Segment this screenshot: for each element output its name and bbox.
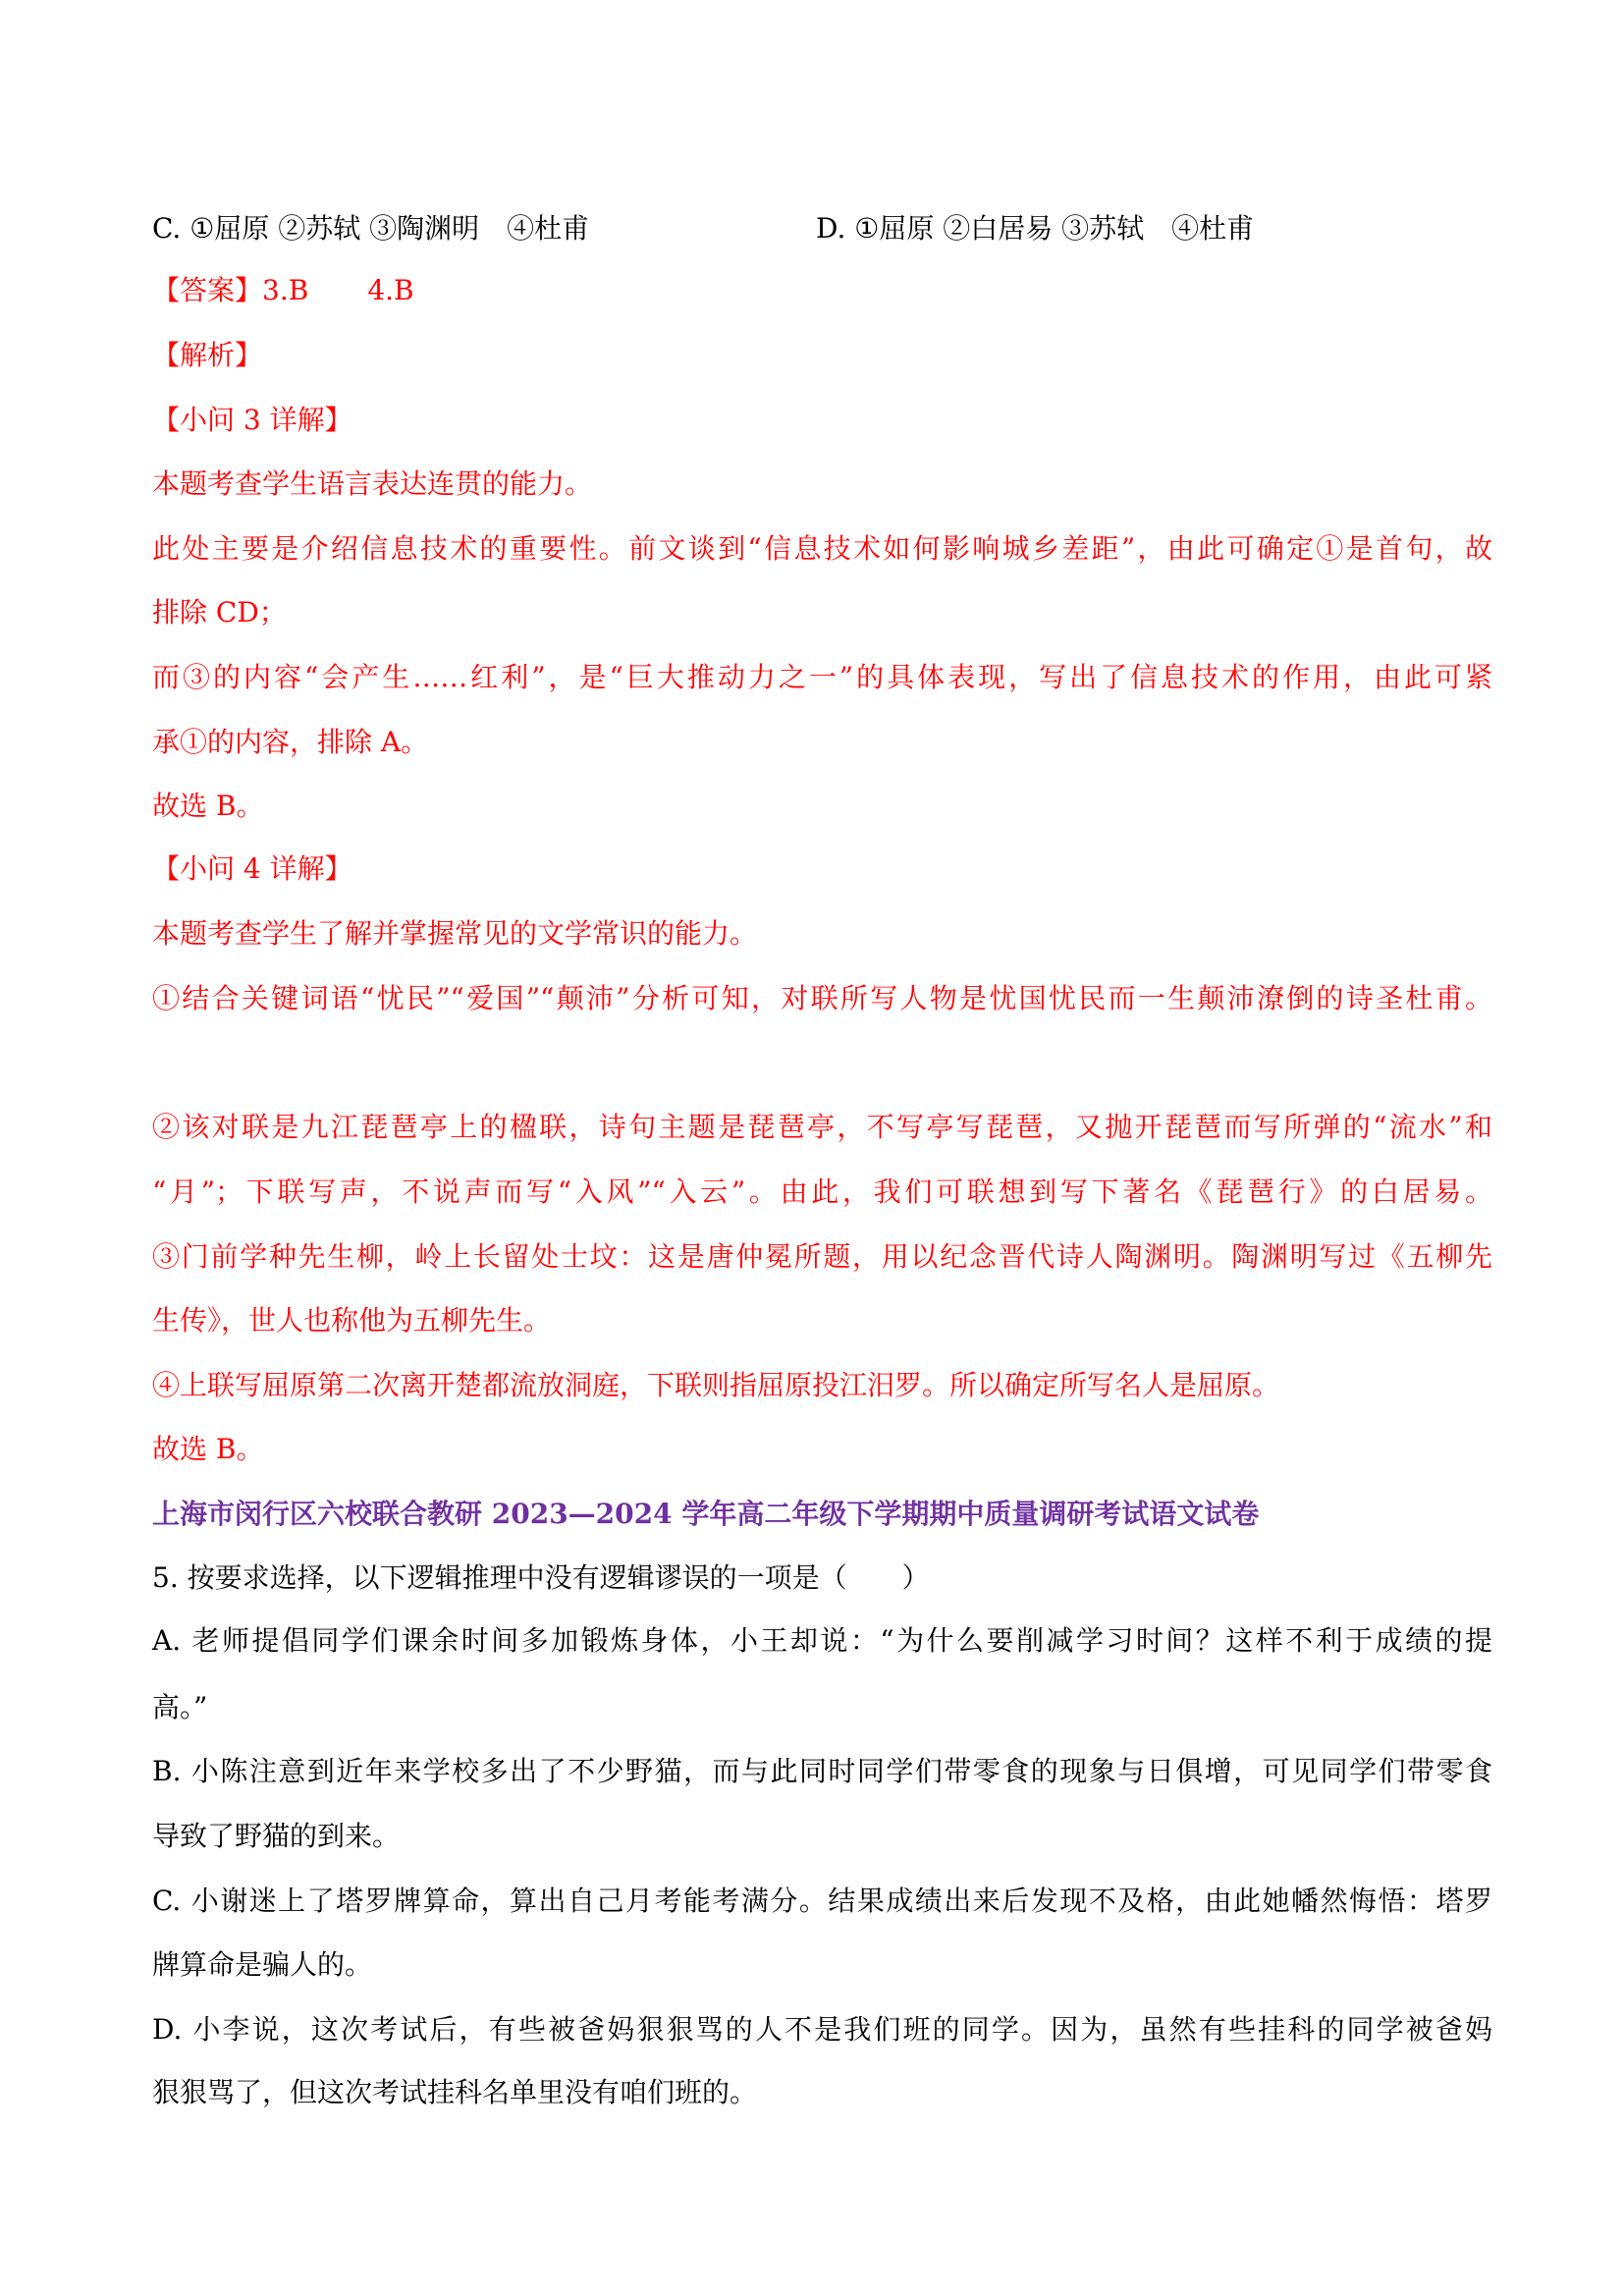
question-5-option-d: 狠狠骂了，但这次考试挂科名单里没有咱们班的。 xyxy=(152,2076,758,2108)
analysis-q4-paragraph: ④上联写屈原第二次离开楚都流放洞庭，下联则指屈原投江汨罗。所以确定所写名人是屈原。 xyxy=(152,1369,1280,1401)
analysis-q3-paragraph: 排除 CD； xyxy=(152,596,287,629)
question-5-option-c: C. 小谢迷上了塔罗牌算命，算出自己月考能考满分。结果成绩出来后发现不及格，由此她幡然悔悟：塔罗 xyxy=(152,1885,1492,1917)
question-5-option-d: D. 小李说，这次考试后，有些被爸妈狠狠骂的人不是我们班的同学。因为，虽然有些挂科的同学被爸妈 xyxy=(152,2013,1492,2046)
question-5-option-a: 高。” xyxy=(152,1691,208,1723)
q4-option-d: D. ①屈原 ②白居易 ③苏轼 ④杜甫 xyxy=(816,212,1255,245)
question-5-option-b: 导致了野猫的到来。 xyxy=(152,1820,401,1852)
analysis-q3-conclusion: 故选 B。 xyxy=(152,790,264,822)
analysis-q3-paragraph: 而③的内容“会产生……红利”，是“巨大推动力之一”的具体表现，写出了信息技术的作用，由此可紧 xyxy=(152,661,1492,693)
answer-label: 【答案】 xyxy=(152,274,263,306)
answer-q3: 3.B xyxy=(262,274,309,306)
analysis-q4-paragraph: ③门前学种先生柳，岭上长留处士坟：这是唐仲冕所题，用以纪念晋代诗人陶渊明。陶渊明写过《五柳先 xyxy=(152,1240,1492,1273)
q4-option-c: C. ①屈原 ②苏轼 ③陶渊明 ④杜甫 xyxy=(152,212,590,245)
subquestion-4-heading: 【小问 4 详解】 xyxy=(152,852,352,885)
analysis-q4-paragraph: 生传》，世人也称他为五柳先生。 xyxy=(152,1304,552,1337)
analysis-q4-paragraph: “月”；下联写声，不说声而写“入风”“入云”。由此，我们可联想到写下著名《琵琶行》的白居易。 xyxy=(152,1175,1492,1208)
analysis-q4-paragraph: 本题考查学生了解并掌握常见的文学常识的能力。 xyxy=(152,917,758,950)
analysis-q3-paragraph: 承①的内容，排除 A。 xyxy=(152,726,429,758)
analysis-q4-conclusion: 故选 B。 xyxy=(152,1433,264,1465)
question-source-title: 上海市闵行区六校联合教研 2023—2024 学年高二年级下学期期中质量调研考试语文试卷 xyxy=(152,1498,1260,1530)
answer-line xyxy=(152,271,414,310)
question-5-option-b: B. 小陈注意到近年来学校多出了不少野猫，而与此同时同学们带零食的现象与日俱增，可见同学们带零食 xyxy=(152,1755,1492,1787)
analysis-q4-paragraph: ①结合关键词语“忧民”“爱国”“颠沛”分析可知，对联所写人物是忧国忧民而一生颠沛潦倒的诗圣杜甫。 xyxy=(152,982,1492,1014)
question-5-option-a: A. 老师提倡同学们课余时间多加锻炼身体，小王却说：“为什么要削减学习时间？这样不利于成绩的提 xyxy=(152,1624,1492,1657)
answer-q4: 4.B xyxy=(367,274,414,306)
question-5-stem: 5. 按要求选择，以下逻辑推理中没有逻辑谬误的一项是（ ） xyxy=(152,1561,930,1594)
analysis-q4-paragraph: ②该对联是九江琵琶亭上的楹联，诗句主题是琵琶亭，不写亭写琵琶，又抛开琵琶而写所弹的“流水”和 xyxy=(152,1111,1492,1143)
subquestion-3-heading: 【小问 3 详解】 xyxy=(152,404,352,436)
analysis-q3-paragraph: 本题考查学生语言表达连贯的能力。 xyxy=(152,467,593,500)
analysis-heading: 【解析】 xyxy=(152,339,263,371)
analysis-q3-paragraph: 此处主要是介绍信息技术的重要性。前文谈到“信息技术如何影响城乡差距”，由此可确定①是首句，故 xyxy=(152,532,1492,565)
question-5-option-c: 牌算命是骗人的。 xyxy=(152,1948,373,1981)
